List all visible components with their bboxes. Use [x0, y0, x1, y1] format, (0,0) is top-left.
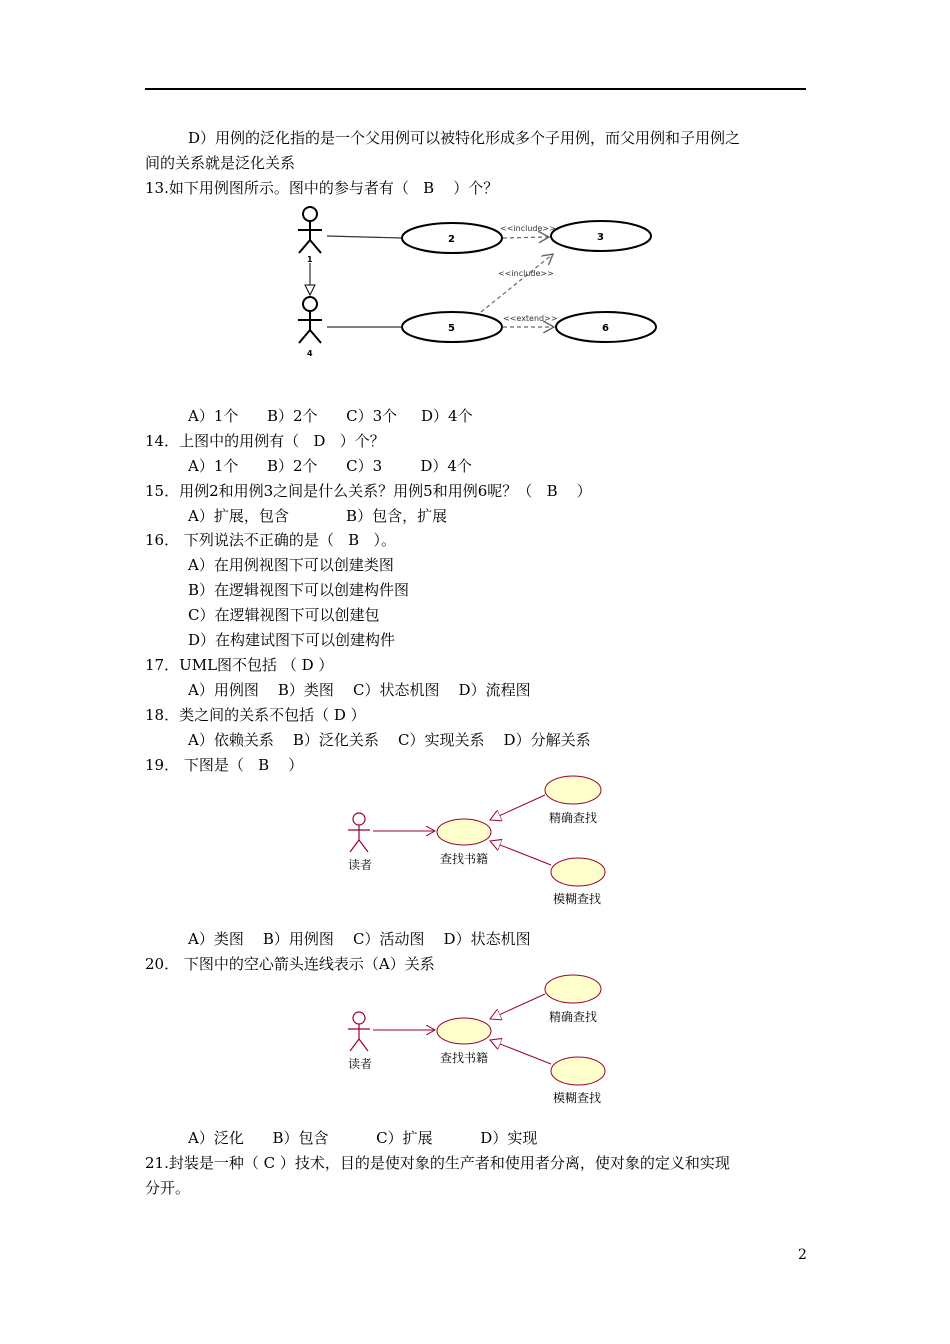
include-5-3	[481, 254, 553, 312]
include-2-3	[503, 237, 549, 238]
q13-options: A）1个 B）2个 C）3个 D）4个	[188, 407, 473, 425]
question-21-cont: 分开。	[145, 1179, 191, 1197]
extend-5-6-label: <<extend>>	[503, 314, 558, 323]
q14-options: A）1个 B）2个 C）3 D）4个	[188, 457, 472, 475]
q20-options: A）泛化 B）包含 C）扩展 D）实现	[188, 1129, 538, 1147]
generalization-fuzzy	[490, 841, 551, 865]
q16-option-b: B）在逻辑视图下可以创建构件图	[188, 581, 410, 599]
usecase-exact-search	[545, 975, 601, 1003]
q17-options: A）用例图 B）类图 C）状态机图 D）流程图	[188, 681, 531, 699]
association-1-2	[327, 236, 402, 238]
question-14: 14．上图中的用例有（ D ）个？	[145, 432, 385, 450]
reader-label: 读者	[348, 1057, 373, 1071]
usecase-fuzzy-search-label: 模糊查找	[553, 892, 602, 906]
text-line-12d: D）用例的泛化指的是一个父用例可以被特化形成多个子用例，而父用例和子用例之	[188, 129, 741, 147]
reader-actor	[348, 813, 370, 852]
question-15: 15．用例2和用例3之间是什么关系？用例5和用例6呢？（ B ）	[145, 482, 592, 500]
usecase-find-book	[437, 819, 491, 845]
actor-1-label: 1	[307, 255, 313, 264]
usecase-find-book-label: 查找书籍	[440, 1051, 489, 1065]
include-5-3-label: <<include>>	[498, 269, 554, 278]
include-2-3-label: <<include>>	[500, 224, 556, 233]
page-number: 2	[798, 1247, 807, 1263]
q16-option-a: A）在用例视图下可以创建类图	[188, 556, 394, 574]
usecase-fuzzy-search	[551, 858, 605, 886]
usecase-5-label: 5	[448, 323, 455, 334]
header-rule	[145, 88, 806, 90]
question-17: 17．UML图不包括 （ D ）	[145, 656, 334, 674]
question-16: 16． 下列说法不正确的是（ B ）。	[145, 531, 396, 549]
actor-1	[298, 207, 322, 253]
generalization-exact	[490, 795, 545, 820]
question-18: 18．类之间的关系不包括（ D ）	[145, 706, 366, 724]
generalization-fuzzy	[490, 1040, 551, 1064]
usecase-fuzzy-search-label: 模糊查找	[553, 1091, 602, 1105]
generalization-exact	[490, 994, 545, 1019]
usecase-exact-search	[545, 776, 601, 804]
usecase-3-label: 3	[597, 232, 604, 243]
usecase-find-book	[437, 1018, 491, 1044]
actor-4-label: 4	[307, 349, 313, 358]
q16-option-c: C）在逻辑视图下可以创建包	[188, 606, 380, 624]
usecase-fuzzy-search	[551, 1057, 605, 1085]
usecase-diagram-1	[285, 200, 675, 365]
usecase-2-label: 2	[448, 234, 455, 245]
actor-4	[298, 297, 322, 343]
q15-options: A）扩展，包含 B）包含，扩展	[188, 507, 448, 525]
q16-option-d: D）在构建试图下可以创建构件	[188, 631, 396, 649]
usecase-exact-search-label: 精确查找	[549, 811, 598, 825]
usecase-diagram-2	[340, 772, 620, 912]
reader-actor	[348, 1012, 370, 1051]
question-19: 19． 下图是（ B ）	[145, 756, 304, 774]
usecase-6-label: 6	[602, 323, 609, 334]
usecase-exact-search-label: 精确查找	[549, 1010, 598, 1024]
q19-options: A）类图 B）用例图 C）活动图 D）状态机图	[188, 930, 531, 948]
text-line-12d-cont: 间的关系就是泛化关系	[145, 154, 296, 172]
generalization-arrowhead	[305, 285, 315, 295]
reader-label: 读者	[348, 858, 373, 872]
q18-options: A）依赖关系 B）泛化关系 C）实现关系 D）分解关系	[188, 731, 591, 749]
question-21: 21.封装是一种（ C ）技术，目的是使对象的生产者和使用者分离，使对象的定义和实现	[145, 1154, 730, 1172]
usecase-diagram-3	[340, 971, 620, 1111]
question-13: 13.如下用例图所示。图中的参与者有（ B ）个？	[145, 179, 499, 197]
question-20: 20． 下图中的空心箭头连线表示（A）关系	[145, 955, 435, 973]
usecase-find-book-label: 查找书籍	[440, 852, 489, 866]
